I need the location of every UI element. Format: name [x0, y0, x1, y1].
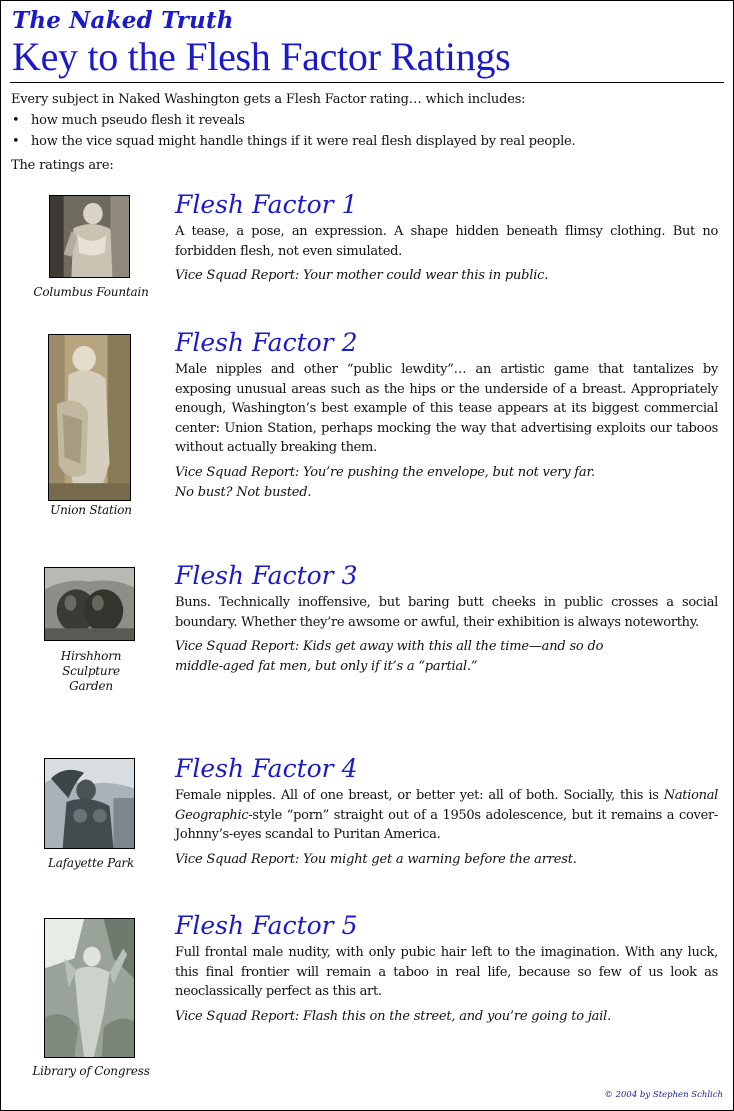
masthead [12, 7, 722, 79]
kicker-title: The Naked Truth [12, 7, 234, 34]
rating-entry-1 [175, 190, 718, 286]
rating-heading: Flesh Factor 3 [175, 561, 358, 590]
vice-squad-report [175, 637, 718, 676]
description-text: Female nipples. All of one breast, or better yet: all of both. Socially, this is [175, 788, 664, 803]
rating-description [175, 786, 718, 845]
description-text: -style “porn” straight out of a 1950s adolescence, but it remains a cover-Johnny’s-eyes scandal to Puritan America. [175, 807, 718, 843]
intro-bullet: • how the vice squad might handle things if it were real flesh displayed by real people. [11, 131, 723, 152]
photo-caption [21, 649, 161, 694]
intro-lead-out: The ratings are: [11, 158, 114, 173]
vice-squad-line: No bust? Not busted. [175, 484, 312, 500]
page-title: Key to the Flesh Factor Ratings [12, 34, 511, 79]
vice-squad-line: Vice Squad Report: Kids get away with this all the time—and so do [175, 639, 604, 655]
intro-list [11, 110, 723, 152]
rating-description: Male nipples and other “public lewdity”… an artistic game that tantalizes by exposing unusual areas such as the hips or the underside of a breast. Appropriately enough, Washington’s best example of this tease appears at its biggest commercial center: Union Station, perhaps mocking the way that advertising exploits our taboos without actually breaking them. [175, 362, 718, 456]
photo-caption: Union Station [50, 503, 132, 517]
intro-bullet: • how much pseudo flesh it reveals [11, 110, 723, 131]
photo-caption: Lafayette Park [47, 856, 135, 870]
vice-squad-report: Vice Squad Report: You might get a warning before the arrest. [175, 851, 577, 867]
union-station-photo [48, 334, 131, 501]
rating-entry-2 [175, 328, 718, 502]
description-emphasis: National Geographic [175, 788, 718, 823]
photo-caption: Library of Congress [32, 1064, 150, 1078]
copyright-credit: © 2004 by Stephen Schlich [604, 1090, 723, 1100]
vice-squad-report: Vice Squad Report: Your mother could wear this in public. [175, 268, 549, 284]
rating-description: A tease, a pose, an expression. A shape hidden beneath flimsy clothing. But no forbidden flesh, not even simulated. [175, 224, 718, 259]
rating-entry-3 [175, 561, 718, 676]
columbus-fountain-photo [49, 195, 130, 278]
vice-squad-report [175, 463, 718, 502]
rating-entry-4 [175, 754, 718, 869]
vice-squad-line: Vice Squad Report: You’re pushing the envelope, but not very far. [175, 464, 595, 480]
caption-line: Garden [69, 679, 113, 693]
rating-heading: Flesh Factor 4 [175, 754, 358, 783]
caption-line: Sculpture [62, 664, 120, 678]
rating-entry-5 [175, 911, 718, 1026]
caption-line: Hirshhorn [60, 649, 122, 663]
rating-heading: Flesh Factor 2 [175, 328, 358, 357]
hirshhorn-sculpture-photo [44, 567, 135, 641]
vice-squad-report: Vice Squad Report: Flash this on the street, and you’re going to jail. [175, 1008, 612, 1024]
vice-squad-line: middle-aged fat men, but only if it’s a “partial.” [175, 658, 478, 674]
rating-description: Buns. Technically inoffensive, but baring butt cheeks in public crosses a social boundary. Whether they’re awsome or awful, their exhibition is always noteworthy. [175, 595, 718, 630]
photo-caption: Columbus Fountain [33, 285, 149, 299]
library-of-congress-photo [44, 918, 135, 1058]
lafayette-park-photo [44, 758, 135, 849]
title-divider [10, 82, 724, 83]
rating-description: Full frontal male nudity, with only pubic hair left to the imagination. With any luck, this final frontier will remain a taboo in real life, because so few of us look as neoclassically perfect as this art. [175, 945, 718, 1000]
intro [11, 89, 723, 176]
rating-heading: Flesh Factor 1 [175, 190, 358, 219]
rating-heading: Flesh Factor 5 [175, 911, 358, 940]
intro-lead: Every subject in Naked Washington gets a Flesh Factor rating… which includes: [11, 92, 526, 107]
